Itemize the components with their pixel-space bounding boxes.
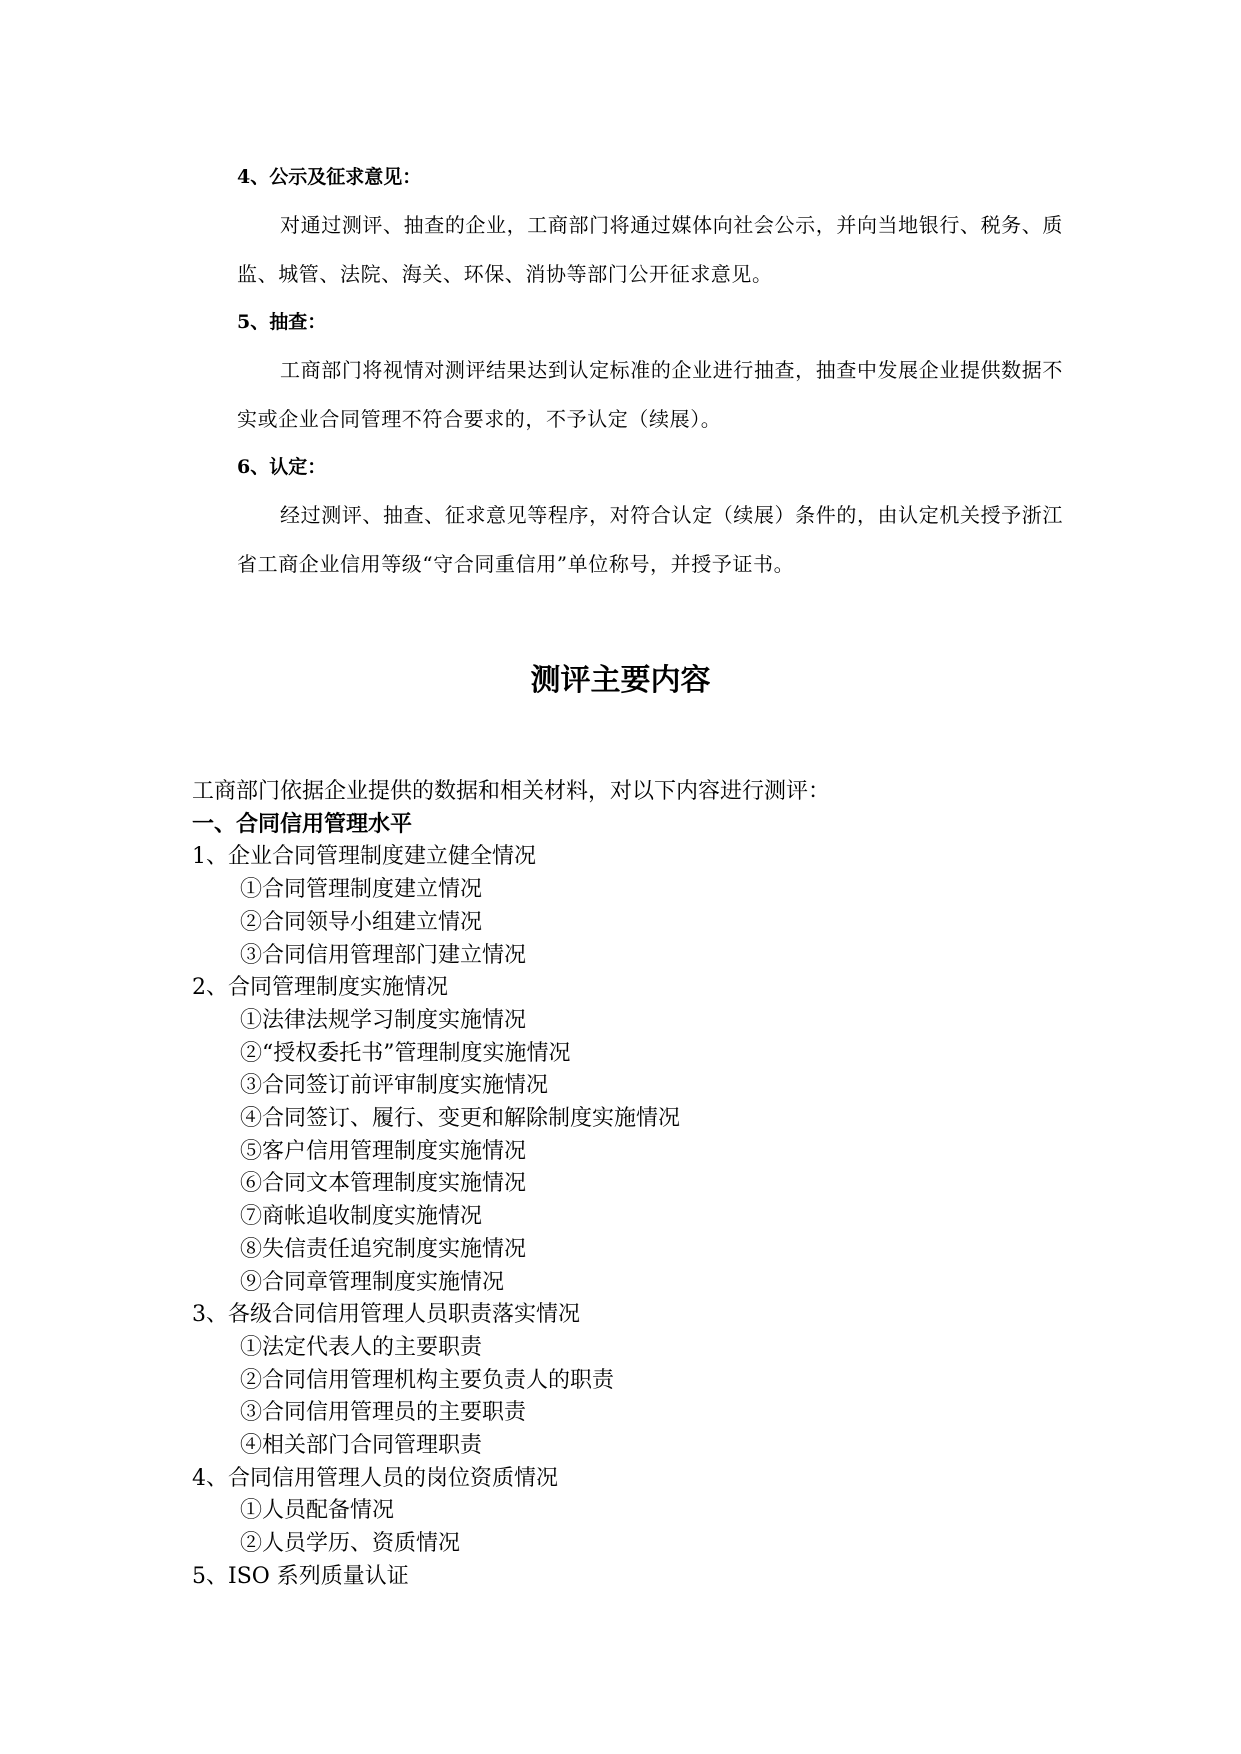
sub-item: ①法定代表人的主要职责 bbox=[240, 1334, 483, 1360]
sub-item: ②“授权委托书”管理制度实施情况 bbox=[240, 1040, 571, 1066]
sub-item: ③合同签订前评审制度实施情况 bbox=[240, 1073, 549, 1099]
step-heading: 6、认定： bbox=[237, 456, 327, 478]
section-title: 测评主要内容 bbox=[530, 663, 711, 698]
step-heading: 5、抽查： bbox=[237, 311, 327, 333]
sub-item: ①合同管理制度建立情况 bbox=[240, 877, 483, 903]
sub-item: ②人员学历、资质情况 bbox=[240, 1531, 461, 1557]
sub-item: ⑦商帐追收制度实施情况 bbox=[240, 1204, 483, 1230]
sub-item: ⑥合同文本管理制度实施情况 bbox=[240, 1171, 527, 1197]
sub-item: ⑤客户信用管理制度实施情况 bbox=[240, 1138, 527, 1164]
sub-item: ②合同领导小组建立情况 bbox=[240, 909, 483, 935]
section-heading: 一、合同信用管理水平 bbox=[192, 811, 413, 837]
sub-item: ①人员配备情况 bbox=[240, 1498, 395, 1524]
sub-item: ①法律法规学习制度实施情况 bbox=[240, 1007, 527, 1033]
evaluation-list bbox=[192, 776, 830, 1594]
step-text: 经过测评、抽查、征求意见等程序，对符合认定（续展）条件的，由认定机关授予浙江省工商企业信用等级“守合同重信用”单位称号，并授予证书。 bbox=[237, 503, 1063, 576]
list-item: 3、各级合同信用管理人员职责落实情况 bbox=[192, 1302, 580, 1328]
steps-section bbox=[237, 153, 1063, 588]
step-heading: 4、公示及征求意见： bbox=[237, 166, 422, 188]
step-text: 对通过测评、抽查的企业，工商部门将通过媒体向社会公示，并向当地银行、税务、质监、城管、法院、海关、环保、消协等部门公开征求意见。 bbox=[237, 213, 1063, 286]
step-text: 工商部门将视情对测评结果达到认定标准的企业进行抽查，抽查中发展企业提供数据不实或企业合同管理不符合要求的，不予认定（续展）。 bbox=[237, 358, 1063, 431]
sub-item: ④相关部门合同管理职责 bbox=[240, 1433, 483, 1459]
sub-item: ⑧失信责任追究制度实施情况 bbox=[240, 1236, 527, 1262]
sub-item: ④合同签订、履行、变更和解除制度实施情况 bbox=[240, 1106, 681, 1132]
list-item: 2、合同管理制度实施情况 bbox=[192, 975, 448, 1001]
sub-item: ③合同信用管理员的主要职责 bbox=[240, 1400, 527, 1426]
sub-item: ②合同信用管理机构主要负责人的职责 bbox=[240, 1367, 615, 1393]
list-item: 5、ISO 系列质量认证 bbox=[192, 1563, 409, 1589]
sub-item: ③合同信用管理部门建立情况 bbox=[240, 942, 527, 968]
intro-text: 工商部门依据企业提供的数据和相关材料，对以下内容进行测评： bbox=[192, 779, 831, 804]
list-item: 4、合同信用管理人员的岗位资质情况 bbox=[192, 1465, 558, 1491]
sub-item: ⑨合同章管理制度实施情况 bbox=[240, 1269, 505, 1295]
list-item: 1、企业合同管理制度建立健全情况 bbox=[192, 844, 536, 870]
